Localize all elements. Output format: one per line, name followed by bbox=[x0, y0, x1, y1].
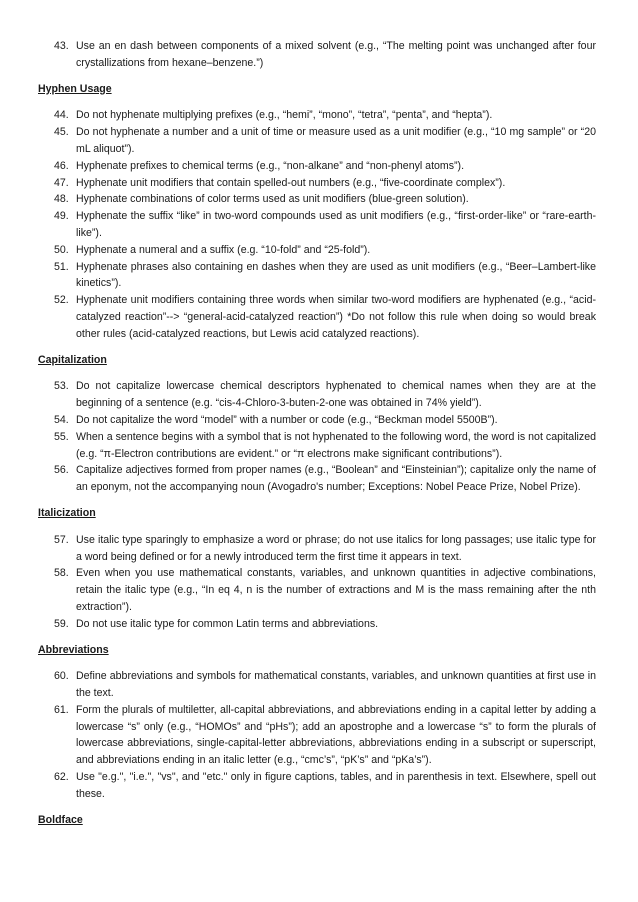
item-number: 57. bbox=[54, 533, 69, 546]
section-heading: Boldface bbox=[38, 813, 83, 826]
item-text: When a sentence begins with a symbol that is not hyphenated to the following word, the word is not capitalized (e.g. “π-Electron contributions are evident.” or “π electrons make significant contributions”). bbox=[76, 430, 596, 460]
list-item bbox=[38, 412, 596, 429]
item-number: 51. bbox=[54, 260, 69, 273]
list-item bbox=[38, 158, 596, 175]
section-heading: Italicization bbox=[38, 506, 96, 519]
item-text: Even when you use mathematical constants, variables, and unknown quantities in adjective combinations, retain the italic type (e.g., “In eq 4, n is the number of extractions and M is the mass remaining after the nth extraction”). bbox=[76, 567, 596, 613]
section-boldface bbox=[38, 812, 596, 829]
item-text: Do not hyphenate multiplying prefixes (e.g., “hemi”, “mono”, “tetra”, “penta”, and “hepta”). bbox=[76, 109, 493, 122]
item-number: 44. bbox=[54, 109, 69, 122]
item-text: Use italic type sparingly to emphasize a word or phrase; do not use italics for long passages; use italic type for a word being defined or for a newly introduced term the first time it appears in text. bbox=[76, 533, 596, 563]
document-content bbox=[38, 38, 596, 828]
list-item bbox=[38, 124, 596, 158]
item-text: Form the plurals of multiletter, all-capital abbreviations, and abbreviations ending in a capital letter by adding a lowercase “s” only (e.g., “HOMOs” and “pHs”); add an apostrophe and a lowercase “s” to form the plurals of lowercase abbreviations, single-capital-letter abbreviations, abbreviations ending in a subscript or superscript, and abbreviations ending in an italic letter (e.g., “cmc’s”, “pK’s” and “pKa’s”). bbox=[76, 703, 596, 767]
list-item bbox=[38, 38, 596, 72]
list-item bbox=[38, 616, 596, 633]
rule-list bbox=[38, 532, 596, 633]
item-number: 48. bbox=[54, 193, 69, 206]
rule-list bbox=[38, 38, 596, 72]
section-continued bbox=[38, 38, 596, 72]
item-text: Hyphenate the suffix “like” in two-word compounds used as unit modifiers (e.g., “first-order-like” or “rare-earth-like”). bbox=[76, 210, 596, 239]
rule-list bbox=[38, 107, 596, 342]
item-number: 45. bbox=[54, 126, 69, 139]
item-text: Use "e.g.", "i.e.", "vs", and "etc." only in figure captions, tables, and in parenthesis in text. Elsewhere, spell out these. bbox=[76, 771, 596, 800]
item-number: 61. bbox=[54, 703, 69, 716]
list-item bbox=[38, 769, 596, 803]
item-number: 50. bbox=[54, 243, 69, 256]
item-number: 46. bbox=[54, 159, 69, 172]
item-text: Do not hyphenate a number and a unit of time or measure used as a unit modifier (e.g., “10 mg sample” or “20 mL aliquot”). bbox=[76, 126, 596, 155]
item-text: Do not use italic type for common Latin terms and abbreviations. bbox=[76, 617, 379, 630]
item-text: Do not capitalize lowercase chemical descriptors hyphenated to chemical names when they are at the beginning of a sentence (e.g. “cis-4-Chloro-3-buten-2-one was obtained in 74% yield”). bbox=[76, 380, 596, 410]
rule-list bbox=[38, 378, 596, 496]
item-number: 54. bbox=[54, 413, 69, 426]
section-hyphen-usage bbox=[38, 81, 596, 343]
list-item bbox=[38, 462, 596, 496]
list-item bbox=[38, 565, 596, 615]
list-item bbox=[38, 532, 596, 566]
item-text: Hyphenate unit modifiers that contain spelled-out numbers (e.g., “five-coordinate complex”). bbox=[76, 176, 506, 189]
item-text: Hyphenate unit modifiers containing three words when similar two-word modifiers are hyphenated (e.g., “acid-catalyzed reaction”--> “general-acid-catalyzed reaction”) *Do not follow this rule when doing so would break other rules (acid-catalyzed reactions, but Lewis acid catalyzed reactions). bbox=[76, 294, 596, 340]
list-item bbox=[38, 702, 596, 769]
section-heading: Hyphen Usage bbox=[38, 82, 112, 95]
item-text: Use an en dash between components of a mixed solvent (e.g., “The melting point was unchanged after four crystallizations from hexane–benzene.”) bbox=[76, 40, 596, 69]
list-item bbox=[38, 208, 596, 242]
item-text: Define abbreviations and symbols for mathematical constants, variables, and unknown quantities at first use in the text. bbox=[76, 670, 596, 700]
item-text: Hyphenate phrases also containing en dashes when they are used as unit modifiers (e.g., “Beer–Lambert-like kinetics”). bbox=[76, 260, 596, 290]
item-number: 53. bbox=[54, 380, 69, 393]
list-item bbox=[38, 292, 596, 342]
rule-list bbox=[38, 668, 596, 802]
item-number: 47. bbox=[54, 176, 69, 189]
item-number: 56. bbox=[54, 464, 69, 477]
item-text: Hyphenate prefixes to chemical terms (e.g., “non-alkane” and “non-phenyl atoms”). bbox=[76, 159, 465, 172]
item-number: 55. bbox=[54, 430, 69, 443]
item-text: Do not capitalize the word “model” with a number or code (e.g., “Beckman model 5500B”). bbox=[76, 413, 498, 426]
list-item bbox=[38, 668, 596, 702]
section-heading: Capitalization bbox=[38, 353, 107, 366]
item-text: Hyphenate combinations of color terms used as unit modifiers (blue-green solution). bbox=[76, 193, 469, 206]
list-item bbox=[38, 242, 596, 259]
section-heading: Abbreviations bbox=[38, 643, 109, 656]
item-number: 59. bbox=[54, 617, 69, 630]
item-text: Capitalize adjectives formed from proper names (e.g., “Boolean” and “Einsteinian”); capitalize only the name of an eponym, not the accompanying noun (Avogadro's number; Exceptions: Nobel Peace Prize, Nobel Prize). bbox=[76, 464, 596, 494]
item-number: 52. bbox=[54, 294, 69, 307]
list-item bbox=[38, 259, 596, 293]
item-number: 58. bbox=[54, 567, 69, 580]
list-item bbox=[38, 429, 596, 463]
item-text: Hyphenate a numeral and a suffix (e.g. “10-fold” and “25-fold”). bbox=[76, 243, 371, 256]
item-number: 43. bbox=[54, 40, 69, 52]
list-item bbox=[38, 191, 596, 208]
item-number: 62. bbox=[54, 771, 69, 784]
item-number: 60. bbox=[54, 670, 69, 683]
list-item bbox=[38, 175, 596, 192]
list-item bbox=[38, 378, 596, 412]
section-abbreviations bbox=[38, 642, 596, 803]
list-item bbox=[38, 107, 596, 124]
section-capitalization bbox=[38, 352, 596, 496]
section-italicization bbox=[38, 505, 596, 633]
item-number: 49. bbox=[54, 210, 69, 223]
